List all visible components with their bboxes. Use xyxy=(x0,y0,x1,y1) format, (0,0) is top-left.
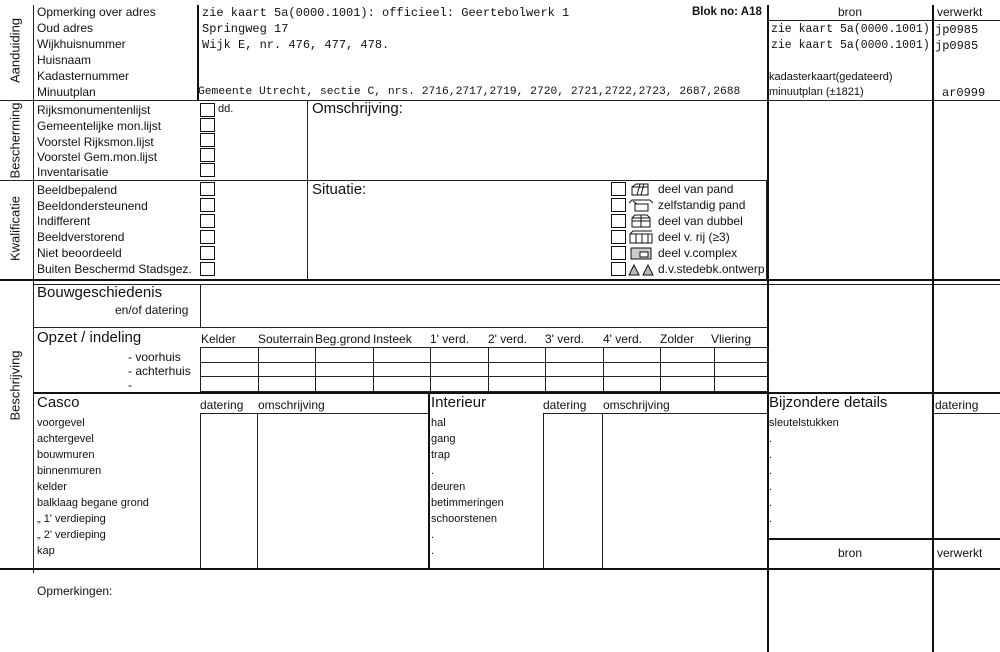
opzet-column-header: Vliering xyxy=(711,332,752,346)
list-item: schoorstenen xyxy=(431,513,498,525)
divider xyxy=(767,20,1000,21)
divider xyxy=(0,180,767,181)
list-item: . xyxy=(769,433,773,445)
list-item: deuren xyxy=(431,481,466,493)
field-value-oud-adres: Springweg 17 xyxy=(202,22,289,36)
opzet-grid-line xyxy=(430,347,431,391)
list-item: . xyxy=(769,497,773,509)
list-item: trap xyxy=(431,449,450,461)
field-value-wijkhuisnummer: Wijk E, nr. 476, 477, 478. xyxy=(202,38,390,52)
opzet-column-header: Insteek xyxy=(373,332,412,346)
divider xyxy=(766,181,767,279)
field-label: Minuutplan xyxy=(37,85,96,99)
divider xyxy=(767,538,1000,540)
checkbox[interactable] xyxy=(200,163,215,177)
opzet-grid-line xyxy=(200,391,768,392)
verwerkt-value: jp0985 xyxy=(935,39,979,53)
opzet-row-label: - achterhuis xyxy=(128,364,191,378)
bijzondere-bron: bron xyxy=(837,546,863,560)
divider xyxy=(602,413,603,569)
opzet-grid-line xyxy=(200,362,768,363)
opzet-grid-line xyxy=(714,347,715,391)
list-item: achtergevel xyxy=(37,433,94,445)
situatie-option: deel van dubbel xyxy=(658,214,743,228)
divider xyxy=(0,279,1000,281)
bijzondere-verwerkt: verwerkt xyxy=(937,546,983,560)
opzet-grid-line xyxy=(545,347,546,391)
divider xyxy=(33,5,34,573)
opzet-column-header: 3' verd. xyxy=(545,332,584,346)
divider xyxy=(33,284,1000,285)
checkbox[interactable] xyxy=(611,214,626,228)
divider xyxy=(257,413,258,569)
divider xyxy=(33,327,767,328)
checkbox[interactable] xyxy=(611,198,626,212)
opzet-grid-line xyxy=(200,376,768,377)
bijzondere-title: Bijzondere details xyxy=(769,394,888,411)
dd-label: dd. xyxy=(218,103,234,115)
list-item: . xyxy=(769,449,773,461)
checkbox[interactable] xyxy=(200,246,215,260)
bron-header: bron xyxy=(837,5,863,19)
casco-datering: datering xyxy=(200,398,244,412)
checkbox[interactable] xyxy=(200,133,215,147)
checkbox[interactable] xyxy=(200,182,215,196)
opzet-row-label: - xyxy=(128,378,132,392)
list-item: gang xyxy=(431,433,456,445)
list-item: „ 1' verdieping xyxy=(37,513,106,525)
opzet-grid-line xyxy=(768,347,769,391)
list-item: . xyxy=(769,513,773,525)
interieur-title: Interieur xyxy=(431,394,487,411)
section-label-kwalificatie: Kwalificatie xyxy=(7,195,23,262)
row-house-icon xyxy=(628,230,654,244)
checkbox[interactable] xyxy=(200,214,215,228)
verwerkt-header: verwerkt xyxy=(937,5,983,19)
complex-icon xyxy=(628,246,654,260)
field-label: Huisnaam xyxy=(37,53,92,67)
bescherming-label: Voorstel Gem.mon.lijst xyxy=(37,150,158,164)
list-item: voorgevel xyxy=(37,417,85,429)
part-of-building-icon xyxy=(628,182,654,196)
opzet-column-header: Zolder xyxy=(660,332,695,346)
situatie-option: deel van pand xyxy=(658,182,734,196)
divider xyxy=(200,284,201,327)
field-label: Wijkhuisnummer xyxy=(37,37,126,51)
section-label-beschrijving: Beschrijving xyxy=(7,350,23,421)
divider xyxy=(428,393,430,569)
opzet-column-header: Kelder xyxy=(201,332,236,346)
list-item: . xyxy=(769,465,773,477)
omschrijving-label: Omschrijving: xyxy=(312,100,403,117)
field-label: Opmerking over adres xyxy=(37,5,156,19)
interieur-omschrijving: omschrijving xyxy=(603,398,670,412)
divider xyxy=(307,100,308,280)
opzet-row-label: - voorhuis xyxy=(128,350,181,364)
bescherming-label: Rijksmonumentenlijst xyxy=(37,103,151,117)
kwalificatie-label: Buiten Beschermd Stadsgez. xyxy=(37,262,192,276)
checkbox[interactable] xyxy=(611,246,626,260)
blok-number: Blok no: A18 xyxy=(692,6,762,18)
list-item: balklaag begane grond xyxy=(37,497,149,509)
opzet-grid-line xyxy=(488,347,489,391)
opzet-column-header: Souterrain xyxy=(258,332,314,346)
urban-design-icon xyxy=(628,262,654,276)
bron-value: zie kaart 5a(0000.1001) xyxy=(771,39,930,52)
situatie-option: deel v. rij (≥3) xyxy=(658,230,730,244)
divider xyxy=(543,413,544,569)
kwalificatie-label: Beeldverstorend xyxy=(37,230,125,244)
list-item: hal xyxy=(431,417,446,429)
opzet-grid-line xyxy=(200,347,768,348)
list-item: . xyxy=(769,481,773,493)
situatie-option: d.v.stedebk.ontwerp xyxy=(658,262,765,276)
list-item: . xyxy=(431,529,435,541)
divider xyxy=(200,413,201,569)
semi-detached-icon xyxy=(628,214,654,228)
situatie-option: zelfstandig pand xyxy=(658,198,746,212)
opzet-grid-line xyxy=(200,347,201,391)
section-label-aanduiding: Aanduiding xyxy=(7,17,23,84)
list-item: . xyxy=(431,545,435,557)
divider xyxy=(200,413,428,414)
opzet-column-header: 2' verd. xyxy=(488,332,527,346)
list-item: . xyxy=(37,561,41,573)
kwalificatie-label: Indifferent xyxy=(37,214,91,228)
list-item: bouwmuren xyxy=(37,449,95,461)
bijzondere-datering: datering xyxy=(935,398,979,412)
divider xyxy=(543,413,767,414)
situatie-label: Situatie: xyxy=(312,181,367,198)
bron-kadaster: kadasterkaart(gedateerd) xyxy=(769,71,893,83)
verwerkt-value: jp0985 xyxy=(935,23,979,37)
checkbox[interactable] xyxy=(200,230,215,244)
bouwgeschiedenis-label: Bouwgeschiedenis xyxy=(37,284,163,301)
list-item: binnenmuren xyxy=(37,465,102,477)
bescherming-label: Inventarisatie xyxy=(37,165,109,179)
casco-title: Casco xyxy=(37,394,80,411)
list-item: . xyxy=(431,561,435,573)
list-item: kap xyxy=(37,545,55,557)
opzet-column-header: 1' verd. xyxy=(430,332,469,346)
section-label-bescherming: Bescherming xyxy=(7,102,23,179)
kwalificatie-label: Niet beoordeeld xyxy=(37,246,122,260)
divider xyxy=(0,100,1000,101)
datering-label: en/of datering xyxy=(115,303,189,317)
opzet-label: Opzet / indeling xyxy=(37,329,142,346)
opmerkingen-label: Opmerkingen: xyxy=(37,584,113,598)
list-item: kelder xyxy=(37,481,67,493)
field-label: Kadasternummer xyxy=(37,69,130,83)
list-item: betimmeringen xyxy=(431,497,504,509)
checkbox[interactable] xyxy=(200,262,215,276)
checkbox[interactable] xyxy=(200,103,215,117)
opzet-grid-line xyxy=(258,347,259,391)
checkbox[interactable] xyxy=(200,148,215,162)
list-item: . xyxy=(431,465,435,477)
checkbox[interactable] xyxy=(611,262,626,276)
situatie-option: deel v.complex xyxy=(658,246,738,260)
checkbox[interactable] xyxy=(200,118,215,132)
bron-value: zie kaart 5a(0000.1001) xyxy=(771,23,930,36)
opzet-column-header: 4' verd. xyxy=(603,332,642,346)
opzet-grid-line xyxy=(603,347,604,391)
detached-building-icon xyxy=(628,198,654,212)
opzet-column-header: Beg.grond xyxy=(315,332,371,346)
checkbox[interactable] xyxy=(611,230,626,244)
kwalificatie-label: Beeldondersteunend xyxy=(37,199,148,213)
opzet-grid-line xyxy=(660,347,661,391)
opzet-grid-line xyxy=(373,347,374,391)
kwalificatie-label: Beeldbepalend xyxy=(37,183,118,197)
list-item: „ 2' verdieping xyxy=(37,529,106,541)
checkbox[interactable] xyxy=(200,198,215,212)
field-value-opmerking: zie kaart 5a(0000.1001): officieel: Geertebolwerk 1 xyxy=(202,6,570,20)
casco-omschrijving: omschrijving xyxy=(258,398,325,412)
bescherming-label: Voorstel Rijksmon.lijst xyxy=(37,135,154,149)
divider xyxy=(0,568,1000,570)
interieur-datering: datering xyxy=(543,398,587,412)
verwerkt-value: ar0999 xyxy=(942,86,986,100)
bron-minuutplan: minuutplan (±1821) xyxy=(769,86,864,98)
field-label: Oud adres xyxy=(37,21,94,35)
opzet-grid-line xyxy=(315,347,316,391)
field-value-minuutplan: Gemeente Utrecht, sectie C, nrs. 2716,2717,2719, 2720, 2721,2722,2723, 2687,2688 xyxy=(198,86,741,98)
list-item: sleutelstukken xyxy=(769,417,839,429)
divider xyxy=(933,413,1000,414)
checkbox[interactable] xyxy=(611,182,626,196)
bescherming-label: Gemeentelijke mon.lijst xyxy=(37,119,162,133)
